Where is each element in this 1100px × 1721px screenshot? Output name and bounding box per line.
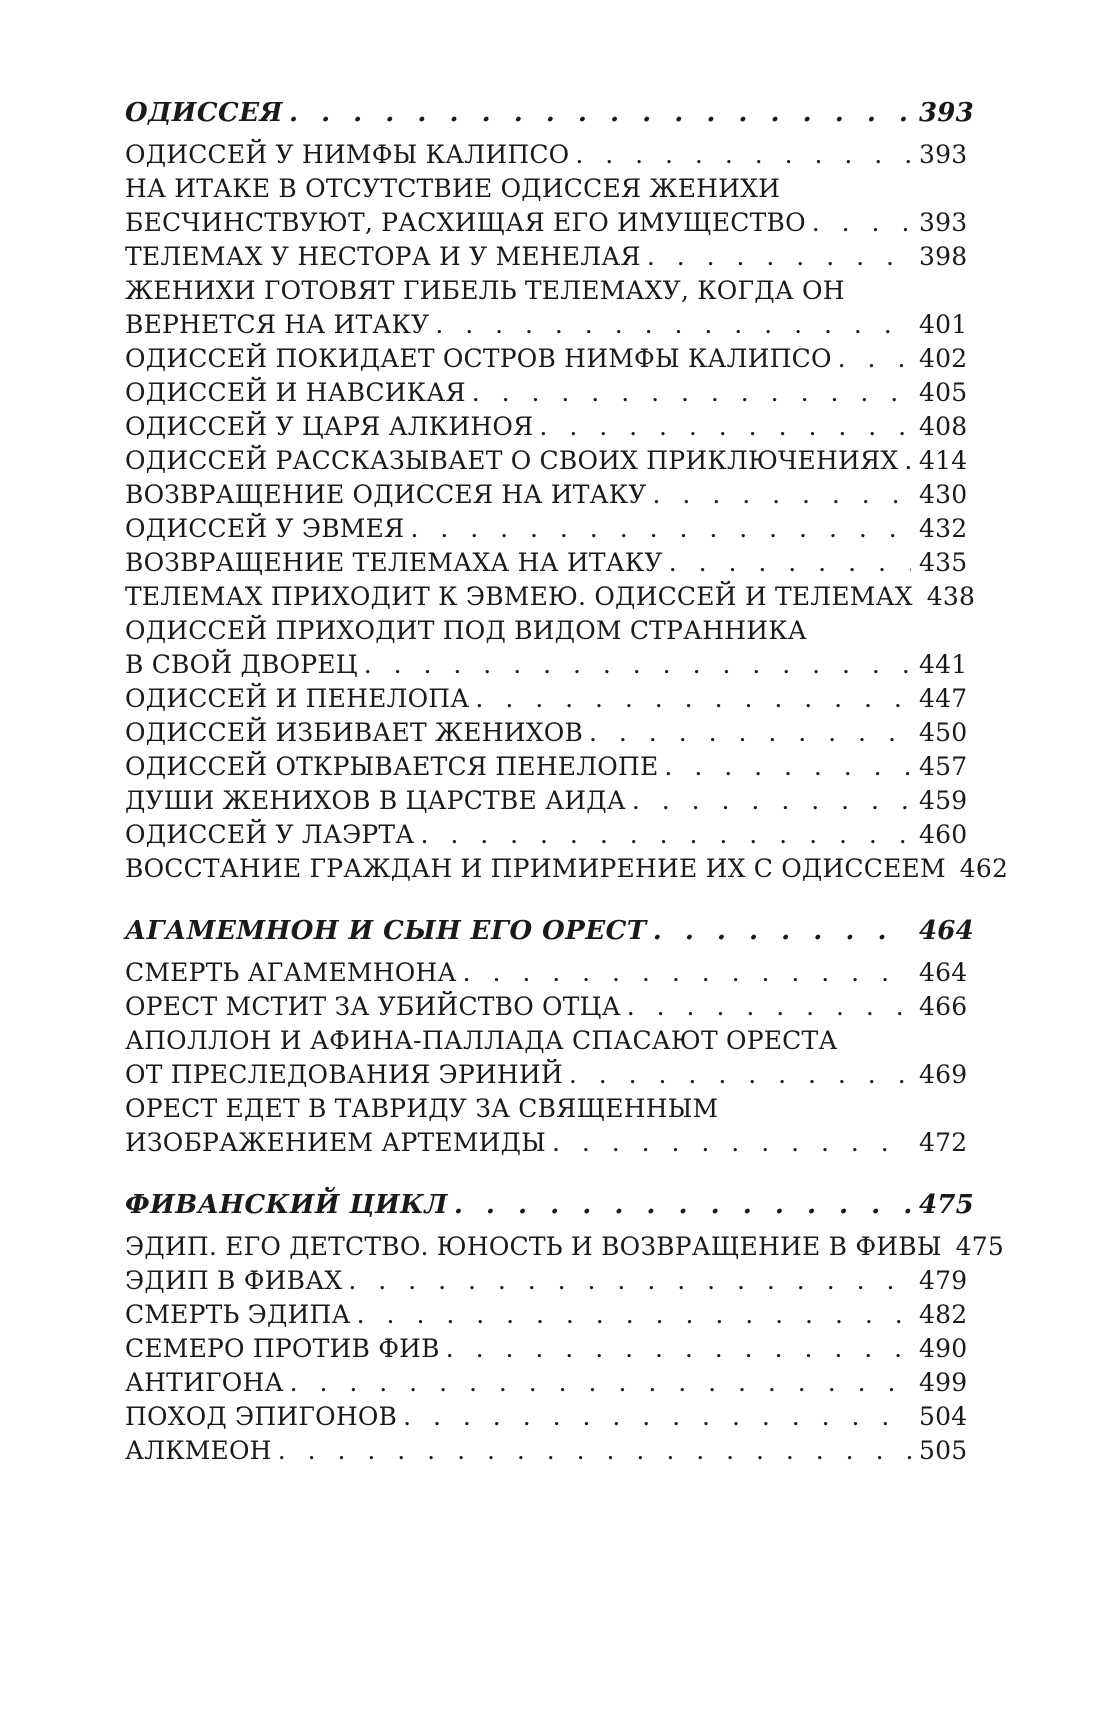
entry-page-number: 504 xyxy=(919,1402,968,1431)
entry-row xyxy=(125,1400,968,1434)
entry-row xyxy=(125,376,968,410)
entry-title: ИЗОБРАЖЕНИЕМ АРТЕМИДЫ xyxy=(125,1128,546,1157)
dot-leader xyxy=(435,308,911,342)
dot-leader xyxy=(812,206,911,240)
toc-entry[interactable] xyxy=(125,138,968,172)
entry-page-number: 505 xyxy=(919,1436,968,1465)
entry-title: СЕМЕРО ПРОТИВ ФИВ xyxy=(125,1334,440,1363)
section-title-row[interactable] xyxy=(125,96,974,130)
dot-leader xyxy=(348,1264,911,1298)
entry-page-number: 405 xyxy=(919,378,968,407)
dot-leader xyxy=(539,410,911,444)
toc-entry[interactable] xyxy=(125,512,968,546)
toc-entry[interactable] xyxy=(125,956,968,990)
entry-title: АНТИГОНА xyxy=(125,1368,284,1397)
entry-title-line: ОРЕСТ ЕДЕТ В ТАВРИДУ ЗА СВЯЩЕННЫМ xyxy=(125,1094,719,1123)
entry-row xyxy=(125,342,968,376)
entry-row xyxy=(125,580,976,614)
toc-section xyxy=(125,96,1009,886)
entry-title: АЛКМЕОН xyxy=(125,1436,272,1465)
entry-title-line: АПОЛЛОН И АФИНА-ПАЛЛАДА СПАСАЮТ ОРЕСТА xyxy=(125,1026,838,1055)
entry-row xyxy=(125,852,1009,886)
entry-page-number: 393 xyxy=(919,208,968,237)
entry-row xyxy=(125,308,968,342)
toc-entry[interactable] xyxy=(125,990,968,1024)
toc-entry[interactable] xyxy=(125,784,968,818)
entry-row xyxy=(125,546,968,580)
entry-page-number: 447 xyxy=(919,684,968,713)
entry-page-number: 490 xyxy=(919,1334,968,1363)
entry-title: СМЕРТЬ ЭДИПА xyxy=(125,1300,351,1329)
toc-entry[interactable] xyxy=(125,444,968,478)
dot-leader xyxy=(403,1400,911,1434)
entry-page-number: 402 xyxy=(919,344,968,373)
section-title-row[interactable] xyxy=(125,914,974,948)
entry-title: ЭДИП В ФИВАХ xyxy=(125,1266,343,1295)
toc-entry[interactable] xyxy=(125,342,968,376)
section-title-row[interactable] xyxy=(125,1188,974,1222)
toc-entry[interactable] xyxy=(125,1024,968,1092)
entry-row xyxy=(125,716,968,750)
dot-leader xyxy=(627,990,911,1024)
entry-page-number: 459 xyxy=(919,786,968,815)
entry-row xyxy=(125,1434,968,1468)
toc-entry[interactable] xyxy=(125,682,968,716)
entry-title: ВОССТАНИЕ ГРАЖДАН И ПРИМИРЕНИЕ ИХ С ОДИССЕЕМ xyxy=(125,854,946,883)
entry-title: ВЕРНЕТСЯ НА ИТАКУ xyxy=(125,310,430,339)
entry-page-number: 462 xyxy=(959,854,1009,883)
entry-title: ОДИССЕЙ И ПЕНЕЛОПА xyxy=(125,684,470,713)
entry-title: ОДИССЕЙ У ЦАРЯ АЛКИНОЯ xyxy=(125,412,534,441)
dot-leader xyxy=(632,784,911,818)
dot-leader xyxy=(278,1434,911,1468)
entry-page-number: 499 xyxy=(919,1368,968,1397)
toc-entry[interactable] xyxy=(125,818,968,852)
dot-leader xyxy=(569,1058,911,1092)
dot-leader xyxy=(838,342,911,376)
entry-row xyxy=(125,784,968,818)
dot-leader xyxy=(446,1332,911,1366)
entry-page-number: 441 xyxy=(919,650,968,679)
entry-page-number: 430 xyxy=(919,480,968,509)
entry-row xyxy=(125,990,968,1024)
entry-title: ПОХОД ЭПИГОНОВ xyxy=(125,1402,398,1431)
entry-row xyxy=(125,240,968,274)
entry-row xyxy=(125,478,968,512)
dot-leader xyxy=(290,1366,911,1400)
toc-entry[interactable] xyxy=(125,852,1009,886)
toc-section xyxy=(125,1188,1004,1468)
toc-entry[interactable] xyxy=(125,1092,968,1160)
entry-title: ОРЕСТ МСТИТ ЗА УБИЙСТВО ОТЦА xyxy=(125,992,621,1021)
entry-row xyxy=(125,444,968,478)
entry-page-number: 466 xyxy=(919,992,968,1021)
toc-entry[interactable] xyxy=(125,1400,968,1434)
entry-row xyxy=(125,682,968,716)
dot-leader xyxy=(420,818,911,852)
entry-title: ТЕЛЕМАХ ПРИХОДИТ К ЭВМЕЮ. ОДИССЕЙ И ТЕЛЕМАХ xyxy=(125,582,913,611)
entry-row xyxy=(125,1230,1004,1264)
dot-leader xyxy=(475,682,911,716)
entry-page-number: 438 xyxy=(926,582,976,611)
entry-page-number: 464 xyxy=(919,958,968,987)
dot-leader xyxy=(410,512,911,546)
dot-leader xyxy=(669,546,911,580)
entry-row xyxy=(125,818,968,852)
entry-row xyxy=(125,410,968,444)
toc-entry[interactable] xyxy=(125,1434,968,1468)
toc-entry[interactable] xyxy=(125,376,968,410)
toc-entry[interactable] xyxy=(125,1298,968,1332)
toc-entry[interactable] xyxy=(125,1230,1004,1264)
entry-page-number: 398 xyxy=(919,242,968,271)
entry-row xyxy=(125,648,968,682)
entry-row xyxy=(125,1264,968,1298)
entry-page-number: 472 xyxy=(919,1128,968,1157)
entry-title: ВОЗВРАЩЕНИЕ ТЕЛЕМАХА НА ИТАКУ xyxy=(125,548,663,577)
dot-leader xyxy=(552,1126,911,1160)
entry-page-number: 432 xyxy=(919,514,968,543)
entry-page-number: 393 xyxy=(919,140,968,169)
entry-row xyxy=(125,512,968,546)
toc-entry[interactable] xyxy=(125,478,968,512)
toc-entry[interactable] xyxy=(125,580,976,614)
entry-page-number: 401 xyxy=(919,310,968,339)
entry-row xyxy=(125,1126,968,1160)
entry-row xyxy=(125,138,968,172)
dot-leader xyxy=(289,96,911,130)
entry-row xyxy=(125,1298,968,1332)
toc-entry[interactable] xyxy=(125,410,968,444)
entry-title: ОДИССЕЙ У НИМФЫ КАЛИПСО xyxy=(125,140,570,169)
entry-title: ВОЗВРАЩЕНИЕ ОДИССЕЯ НА ИТАКУ xyxy=(125,480,647,509)
section-page-number: 464 xyxy=(919,916,974,946)
entry-title: ОДИССЕЙ У ЛАЭРТА xyxy=(125,820,415,849)
entry-page-number: 482 xyxy=(919,1300,968,1329)
entry-title: СМЕРТЬ АГАМЕМНОНА xyxy=(125,958,457,987)
section-page-number: 475 xyxy=(919,1190,974,1220)
entry-page-number: 450 xyxy=(919,718,968,747)
entry-row xyxy=(125,1332,968,1366)
toc-entry[interactable] xyxy=(125,274,968,342)
entry-page-number: 435 xyxy=(919,548,968,577)
dot-leader xyxy=(647,240,911,274)
dot-leader xyxy=(472,376,911,410)
entry-page-number: 475 xyxy=(955,1232,1004,1261)
toc-entry[interactable] xyxy=(125,1366,968,1400)
entry-page-number: 408 xyxy=(919,412,968,441)
entry-title: ОДИССЕЙ У ЭВМЕЯ xyxy=(125,514,405,543)
section-title: ФИВАНСКИЙ ЦИКЛ xyxy=(125,1190,448,1220)
entry-page-number: 460 xyxy=(919,820,968,849)
dot-leader xyxy=(664,750,911,784)
entry-title-line: ОДИССЕЙ ПРИХОДИТ ПОД ВИДОМ СТРАННИКА xyxy=(125,616,807,645)
entry-page-number: 414 xyxy=(919,446,968,475)
toc-entry[interactable] xyxy=(125,172,968,240)
dot-leader xyxy=(575,138,911,172)
toc-entry[interactable] xyxy=(125,546,968,580)
section-page-number: 393 xyxy=(919,98,974,128)
entry-row xyxy=(125,206,968,240)
entry-page-number: 457 xyxy=(919,752,968,781)
entry-title: ОДИССЕЙ И НАВСИКАЯ xyxy=(125,378,466,407)
entry-title: ЭДИП. ЕГО ДЕТСТВО. ЮНОСТЬ И ВОЗВРАЩЕНИЕ В ФИВЫ xyxy=(125,1232,942,1261)
section-title: АГАМЕМНОН И СЫН ЕГО ОРЕСТ xyxy=(125,916,647,946)
entry-title: ОДИССЕЙ ИЗБИВАЕТ ЖЕНИХОВ xyxy=(125,718,584,747)
dot-leader xyxy=(463,956,911,990)
dot-leader xyxy=(589,716,911,750)
toc-entry[interactable] xyxy=(125,716,968,750)
toc-entry[interactable] xyxy=(125,614,968,682)
dot-leader xyxy=(904,444,911,478)
entry-title: ОДИССЕЙ ОТКРЫВАЕТСЯ ПЕНЕЛОПЕ xyxy=(125,752,659,781)
toc-section xyxy=(125,914,974,1160)
table-of-contents xyxy=(125,96,1009,1496)
toc-entry[interactable] xyxy=(125,750,968,784)
toc-entry[interactable] xyxy=(125,240,968,274)
entry-title: ОДИССЕЙ РАССКАЗЫВАЕТ О СВОИХ ПРИКЛЮЧЕНИЯХ xyxy=(125,446,899,475)
entry-row xyxy=(125,956,968,990)
dot-leader xyxy=(454,1188,911,1222)
entry-title: ОДИССЕЙ ПОКИДАЕТ ОСТРОВ НИМФЫ КАЛИПСО xyxy=(125,344,832,373)
entry-title: ОТ ПРЕСЛЕДОВАНИЯ ЭРИНИЙ xyxy=(125,1060,563,1089)
entry-title: ТЕЛЕМАХ У НЕСТОРА И У МЕНЕЛАЯ xyxy=(125,242,641,271)
entry-row xyxy=(125,1058,968,1092)
entry-title: В СВОЙ ДВОРЕЦ xyxy=(125,650,358,679)
entry-page-number: 469 xyxy=(919,1060,968,1089)
dot-leader xyxy=(364,648,911,682)
entry-title-line: НА ИТАКЕ В ОТСУТСТВИЕ ОДИССЕЯ ЖЕНИХИ xyxy=(125,174,781,203)
dot-leader xyxy=(653,914,911,948)
entry-title-line: ЖЕНИХИ ГОТОВЯТ ГИБЕЛЬ ТЕЛЕМАХУ, КОГДА ОН xyxy=(125,276,845,305)
dot-leader xyxy=(653,478,911,512)
toc-entry[interactable] xyxy=(125,1264,968,1298)
entry-title: БЕСЧИНСТВУЮТ, РАСХИЩАЯ ЕГО ИМУЩЕСТВО xyxy=(125,208,806,237)
entry-row xyxy=(125,1366,968,1400)
entry-page-number: 479 xyxy=(919,1266,968,1295)
toc-entry[interactable] xyxy=(125,1332,968,1366)
section-title: ОДИССЕЯ xyxy=(125,98,283,128)
entry-title: ДУШИ ЖЕНИХОВ В ЦАРСТВЕ АИДА xyxy=(125,786,626,815)
dot-leader xyxy=(357,1298,911,1332)
entry-row xyxy=(125,750,968,784)
